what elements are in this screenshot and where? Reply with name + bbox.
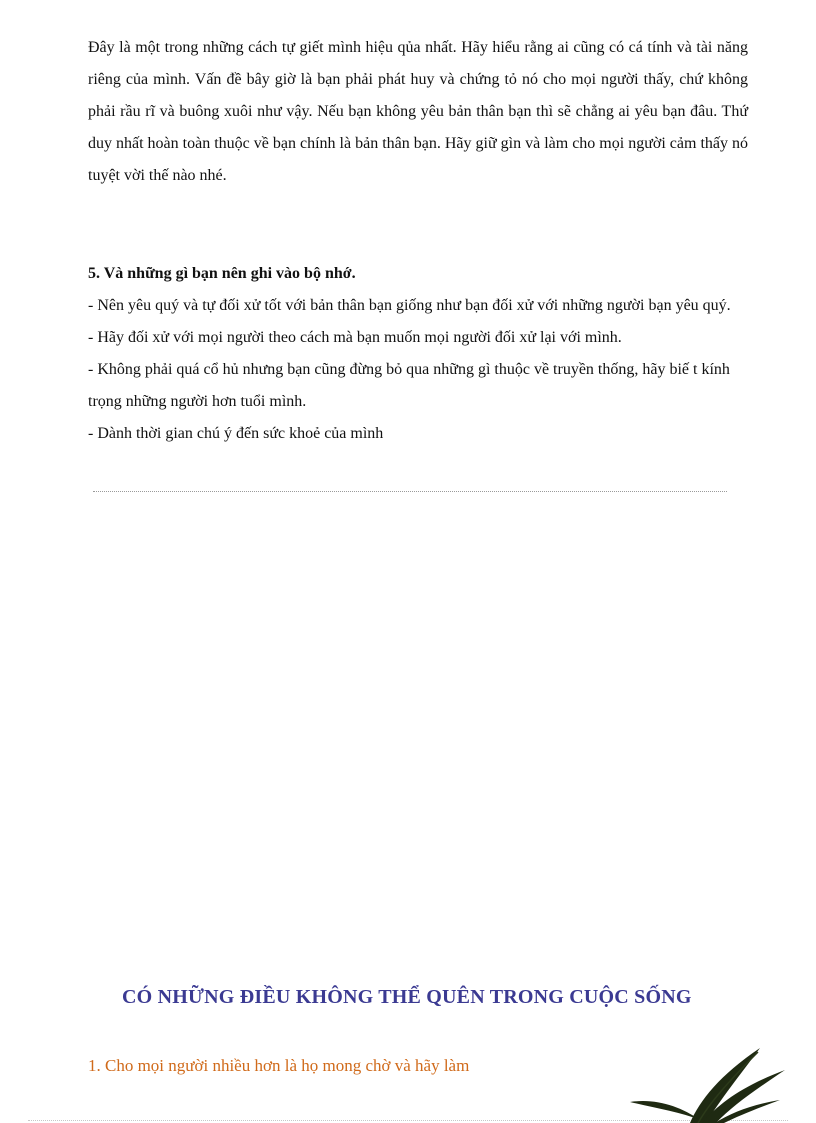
section-divider [93,491,727,492]
section-5 [88,258,748,450]
list-item: - Dành thời gian chú ý đến sức khoẻ của mình [88,425,384,442]
intro-paragraph: Đây là một trong những cách tự giết mình hiệu qủa nhất. Hãy hiểu rằng ai cũng có cá tính và tài năng riêng của mình. Vấn đề bây giờ là bạn phải phát huy và chứng tỏ nó cho mọi người thấy, chứ không phải rầu rĩ và buông xuôi như vậy. Nếu bạn không yêu bản thân bạn thì sẽ chẳng ai yêu bạn đâu. Thứ duy nhất hoàn toàn thuộc về bạn chính là bản thân bạn. Hãy giữ gìn và làm cho mọi người cảm thấy nó tuyệt vời thế nào nhé. [88,39,748,184]
bamboo-leaves-icon [620,1040,800,1123]
page-title: CÓ NHỮNG ĐIỀU KHÔNG THỂ QUÊN TRONG CUỘC SỐNG [122,986,692,1008]
section-heading: 5. Và những gì bạn nên ghi vào bộ nhớ. [88,265,356,282]
list-item: - Nên yêu quý và tự đối xử tốt với bản thân bạn giống như bạn đối xử với những người bạn yêu quý. [88,297,731,314]
list-item: - Không phải quá cổ hủ nhưng bạn cũng đừng bỏ qua những gì thuộc về truyền thống, hãy biế t kính trọng những người hơn tuổi mình. [88,361,730,410]
numbered-item: 1. Cho mọi người nhiều hơn là họ mong chờ và hãy làm [88,1056,470,1075]
list-item: - Hãy đối xử với mọi người theo cách mà bạn muốn mọi người đối xử lại với mình. [88,329,622,346]
